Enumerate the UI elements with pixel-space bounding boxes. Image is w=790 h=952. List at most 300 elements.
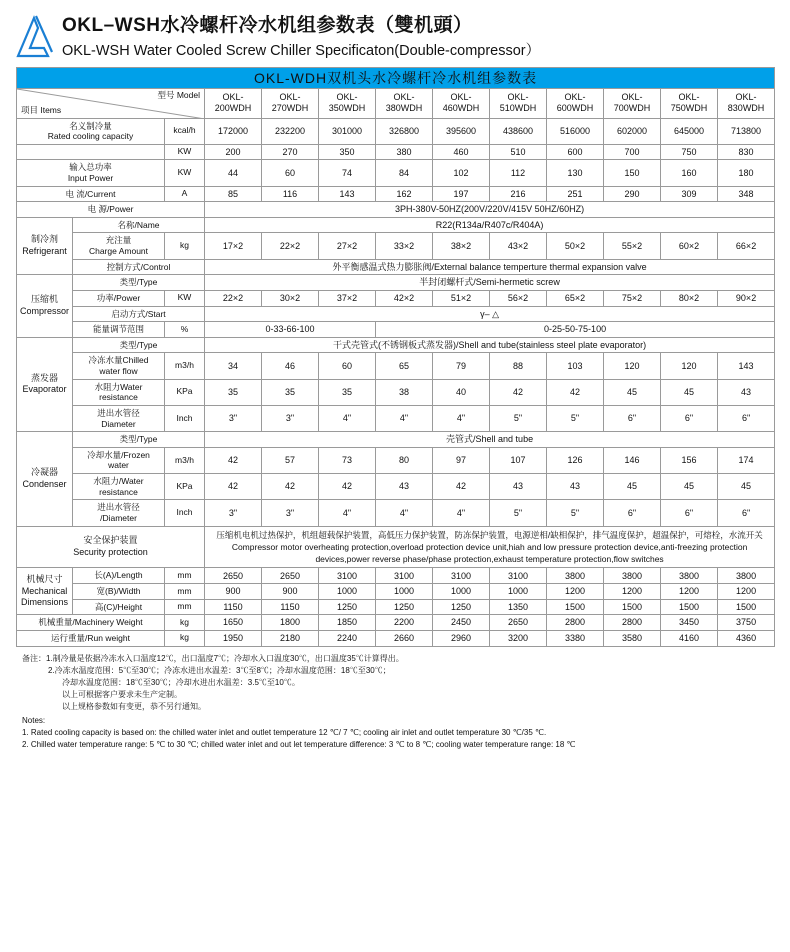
row-refrigerant-charge: [17, 233, 775, 259]
label-machinery-weight: 机械重量/Machinery Weight: [17, 615, 165, 631]
label-rated-capacity-en: Rated cooling capacity: [47, 131, 134, 142]
note-cn-4: 以上可根据客户要求未生产定制。: [62, 689, 182, 699]
row-refrigerant-name: [17, 217, 775, 233]
value-condenser-type: 壳管式/Shell and tube: [205, 432, 775, 448]
group-evaporator-en: Evaporator: [22, 384, 67, 395]
cell-charge-2: 27×2: [319, 233, 376, 259]
cell-comp-power-3: 42×2: [376, 290, 433, 306]
cell-evap-dia-7: 6": [604, 405, 661, 431]
value-refrigerant-control: 外平衡感温式热力膨胀阀/External balance temperture thermal expansion valve: [205, 259, 775, 275]
label-condenser-diameter-en: /Diameter: [100, 512, 137, 523]
cell-evap-flow-1: 46: [262, 353, 319, 379]
cell-cond-flow-3: 80: [376, 447, 433, 473]
cell-evap-flow-0: 34: [205, 353, 262, 379]
label-compressor-power: 功率/Power: [73, 290, 165, 306]
cell-dim-hgt-3: 1250: [376, 599, 433, 615]
label-dim-width: 宽(B)/Width: [73, 584, 165, 600]
label-rated-capacity: [17, 118, 165, 144]
cell-dim-hgt-4: 1250: [433, 599, 490, 615]
cell-input-power-5: 112: [490, 160, 547, 186]
row-condenser-diameter: [17, 500, 775, 526]
label-condenser-flow-en: water: [108, 460, 129, 471]
cell-dim-len-8: 3800: [661, 568, 718, 584]
row-dim-length: [17, 568, 775, 584]
cell-mweight-3: 2200: [376, 615, 433, 631]
cell-capacity-kw-1: 270: [262, 144, 319, 159]
cell-mweight-0: 1650: [205, 615, 262, 631]
group-dimensions: [17, 568, 73, 615]
cell-capacity-kcal-2: 301000: [319, 118, 376, 144]
group-condenser-cn: 冷凝器: [30, 467, 58, 478]
row-evaporator-type: [17, 337, 775, 353]
cell-evap-flow-6: 103: [547, 353, 604, 379]
row-security-protection: [17, 526, 775, 568]
cell-dim-wid-0: 900: [205, 584, 262, 600]
row-dim-width: [17, 584, 775, 600]
cell-input-power-6: 130: [547, 160, 604, 186]
cell-dim-wid-5: 1000: [490, 584, 547, 600]
cell-cond-res-7: 45: [604, 474, 661, 500]
cell-evap-dia-0: 3": [205, 405, 262, 431]
cell-evap-flow-5: 88: [490, 353, 547, 379]
cell-cond-res-6: 43: [547, 474, 604, 500]
cell-dim-len-0: 2650: [205, 568, 262, 584]
group-evaporator: [17, 337, 73, 431]
cell-evap-res-3: 38: [376, 379, 433, 405]
group-compressor-cn: 压缩机: [30, 294, 58, 305]
label-evaporator-diameter-en: Diameter: [101, 418, 136, 429]
unit-machinery-weight: kg: [165, 615, 205, 631]
note-cn-3: 冷却水温度范围：18℃至30℃；冷却水进出水温差：3.5℃至10℃。: [62, 677, 300, 687]
cell-current-4: 197: [433, 186, 490, 202]
group-refrigerant-cn: 制冷剂: [30, 234, 58, 245]
cell-charge-5: 43×2: [490, 233, 547, 259]
cell-evap-flow-2: 60: [319, 353, 376, 379]
cell-cond-res-1: 42: [262, 474, 319, 500]
unit-condenser-flow: m3/h: [165, 447, 205, 473]
cell-dim-hgt-7: 1500: [604, 599, 661, 615]
label-evaporator-flow-cn: 冷冻水量Chilled: [88, 355, 149, 366]
model-header-2: OKL-350WDH: [319, 88, 376, 118]
cell-evap-flow-8: 120: [661, 353, 718, 379]
table-banner-row: [17, 67, 775, 88]
cell-input-power-3: 84: [376, 160, 433, 186]
label-refrigerant-charge-cn: 充注量: [105, 235, 132, 246]
model-header-9: OKL-830WDH: [718, 88, 775, 118]
cell-evap-res-7: 45: [604, 379, 661, 405]
label-compressor-type: 类型/Type: [73, 275, 205, 291]
row-condenser-type: [17, 432, 775, 448]
label-condenser-resistance-cn: 水阻力/Water: [93, 476, 144, 487]
cell-capacity-kcal-7: 602000: [604, 118, 661, 144]
cell-comp-power-8: 80×2: [661, 290, 718, 306]
cell-capacity-kw-4: 460: [433, 144, 490, 159]
unit-evaporator-resistance: KPa: [165, 379, 205, 405]
cell-dim-wid-7: 1200: [604, 584, 661, 600]
label-input-power: [17, 160, 165, 186]
cell-current-9: 348: [718, 186, 775, 202]
cell-evap-flow-4: 79: [433, 353, 490, 379]
cell-dim-hgt-8: 1500: [661, 599, 718, 615]
label-rated-capacity-cn: 名义制冷量: [69, 120, 112, 131]
cell-input-power-7: 150: [604, 160, 661, 186]
cell-capacity-kw-8: 750: [661, 144, 718, 159]
cell-input-power-0: 44: [205, 160, 262, 186]
row-rated-capacity-kw: [17, 144, 775, 159]
row-compressor-type: [17, 275, 775, 291]
label-condenser-resistance: [73, 474, 165, 500]
cell-cond-res-9: 45: [718, 474, 775, 500]
unit-condenser-diameter: Inch: [165, 500, 205, 526]
row-refrigerant-control: [17, 259, 775, 275]
label-condenser-diameter: [73, 500, 165, 526]
page-title-en: OKL-WSH Water Cooled Screw Chiller Specificaton(Double-compressor）: [62, 42, 541, 59]
cell-capacity-kcal-3: 326800: [376, 118, 433, 144]
cell-comp-power-2: 37×2: [319, 290, 376, 306]
cell-cond-flow-5: 107: [490, 447, 547, 473]
cell-evap-res-5: 42: [490, 379, 547, 405]
cell-cond-dia-0: 3": [205, 500, 262, 526]
cell-charge-4: 38×2: [433, 233, 490, 259]
label-evaporator-resistance: [73, 379, 165, 405]
cell-evap-res-9: 43: [718, 379, 775, 405]
cell-dim-wid-8: 1200: [661, 584, 718, 600]
cell-mweight-9: 3750: [718, 615, 775, 631]
label-power-supply: 电 源/Power: [17, 202, 205, 218]
cell-dim-wid-6: 1200: [547, 584, 604, 600]
spec-table-wrapper: [0, 67, 790, 647]
unit-compressor-power: KW: [165, 290, 205, 306]
cell-capacity-kw-9: 830: [718, 144, 775, 159]
cell-cond-res-3: 43: [376, 474, 433, 500]
cell-comp-power-9: 90×2: [718, 290, 775, 306]
group-dimensions-cn: 机械尺寸: [26, 573, 63, 584]
label-security-protection-cn: 安全保护装置: [83, 535, 138, 546]
cell-evap-res-1: 35: [262, 379, 319, 405]
label-refrigerant-control: 控制方式/Control: [73, 259, 205, 275]
cell-rweight-1: 2180: [262, 630, 319, 646]
security-text-en: Compressor motor overheating protection,overload protection device unit,hiah and low pressure protection device,anti-freezing protection devices,power reverse phase/phase protection,exhaust temperature protection,flow switches: [231, 541, 748, 565]
row-condenser-flow: [17, 447, 775, 473]
cell-dim-wid-1: 900: [262, 584, 319, 600]
cell-evap-dia-3: 4": [376, 405, 433, 431]
cell-evap-dia-1: 3": [262, 405, 319, 431]
cell-dim-hgt-9: 1500: [718, 599, 775, 615]
cell-evap-dia-5: 5": [490, 405, 547, 431]
cell-evap-dia-8: 6": [661, 405, 718, 431]
row-compressor-power: [17, 290, 775, 306]
cell-dim-len-5: 3100: [490, 568, 547, 584]
cell-evap-dia-2: 4": [319, 405, 376, 431]
cell-cond-res-2: 42: [319, 474, 376, 500]
cell-cond-res-4: 42: [433, 474, 490, 500]
cell-input-power-9: 180: [718, 160, 775, 186]
cell-current-3: 162: [376, 186, 433, 202]
label-evaporator-resistance-cn: 水阻力Water: [94, 381, 143, 392]
unit-dim-height: mm: [165, 599, 205, 615]
row-power-supply: [17, 202, 775, 218]
group-compressor: [17, 275, 73, 338]
label-dim-length: 长(A)/Length: [73, 568, 165, 584]
cell-dim-hgt-2: 1250: [319, 599, 376, 615]
cell-cond-res-5: 43: [490, 474, 547, 500]
value-compressor-type: 半封闭螺杆式/Semi-hermetic screw: [205, 275, 775, 291]
cell-cond-dia-7: 6": [604, 500, 661, 526]
cell-current-2: 143: [319, 186, 376, 202]
cell-dim-wid-9: 1200: [718, 584, 775, 600]
cell-dim-len-2: 3100: [319, 568, 376, 584]
group-refrigerant-en: Refrigerant: [22, 246, 67, 257]
row-condenser-resistance: [17, 474, 775, 500]
cell-dim-hgt-0: 1150: [205, 599, 262, 615]
group-condenser: [17, 432, 73, 526]
label-input-power-en: Input Power: [67, 172, 114, 183]
cell-cond-dia-5: 5": [490, 500, 547, 526]
cell-rweight-0: 1950: [205, 630, 262, 646]
cell-cond-dia-3: 4": [376, 500, 433, 526]
cell-cond-dia-6: 5": [547, 500, 604, 526]
cell-capacity-kw-3: 380: [376, 144, 433, 159]
cell-input-power-4: 102: [433, 160, 490, 186]
cell-evap-flow-7: 120: [604, 353, 661, 379]
items-model-corner-cell: [17, 88, 205, 118]
label-dim-height: 高(C)/Height: [73, 599, 165, 615]
cell-capacity-kcal-8: 645000: [661, 118, 718, 144]
row-rated-capacity-kcal: [17, 118, 775, 144]
unit-run-weight: kg: [165, 630, 205, 646]
unit-evaporator-flow: m3/h: [165, 353, 205, 379]
label-compressor-start: 启动方式/Start: [73, 306, 205, 322]
cell-charge-1: 22×2: [262, 233, 319, 259]
label-condenser-flow: [73, 447, 165, 473]
cell-cond-flow-0: 42: [205, 447, 262, 473]
value-security-protection: [205, 526, 775, 568]
model-header-5: OKL-510WDH: [490, 88, 547, 118]
cell-charge-9: 66×2: [718, 233, 775, 259]
row-dim-height: [17, 599, 775, 615]
cell-capacity-kcal-5: 438600: [490, 118, 547, 144]
cell-cond-flow-7: 146: [604, 447, 661, 473]
cell-cond-dia-9: 6": [718, 500, 775, 526]
label-evaporator-diameter-cn: 进出水管径: [97, 407, 140, 418]
model-header-8: OKL-750WDH: [661, 88, 718, 118]
note-cn-5: 以上规格参数如有变更，恭不另行通知。: [62, 701, 206, 711]
note-cn-1: 备注：1.制冷量是依据冷冻水入口温度12℃，出口温度7℃；冷却水入口温度30℃，出口温度35℃计算得出。: [22, 653, 404, 663]
cell-input-power-1: 60: [262, 160, 319, 186]
cell-cond-res-8: 45: [661, 474, 718, 500]
unit-dim-length: mm: [165, 568, 205, 584]
cell-dim-len-7: 3800: [604, 568, 661, 584]
value-evaporator-type: 干式壳管式(不锈钢板式蒸发器)/Shell and tube(stainless steel plate evaporator): [205, 337, 775, 353]
row-run-weight: [17, 630, 775, 646]
brand-logo-icon: [14, 12, 56, 58]
cell-cond-flow-6: 126: [547, 447, 604, 473]
value-refrigerant-name: R22(R134a/R407c/R404A): [205, 217, 775, 233]
cell-rweight-3: 2660: [376, 630, 433, 646]
unit-current: A: [165, 186, 205, 202]
cell-dim-wid-3: 1000: [376, 584, 433, 600]
cell-evap-res-2: 35: [319, 379, 376, 405]
cell-charge-3: 33×2: [376, 233, 433, 259]
value-compressor-start: γ– △: [205, 306, 775, 322]
cell-capacity-kw-0: 200: [205, 144, 262, 159]
cell-capacity-kcal-9: 713800: [718, 118, 775, 144]
security-text-cn: 压缩机电机过热保护，机组超载保护装置，高低压力保护装置，防冻保护装置，电源逆相/缺相保护，排气温度保护，超温保护，可熔栓，水流开关: [216, 529, 763, 540]
cell-capacity-kcal-4: 395600: [433, 118, 490, 144]
cell-comp-power-4: 51×2: [433, 290, 490, 306]
page-header: [0, 0, 790, 67]
group-condenser-en: Condenser: [22, 478, 67, 489]
label-condenser-flow-cn: 冷却水量/Frozen: [87, 449, 150, 460]
page-title-cn: OKL–WSH水冷螺杆冷水机组参数表（雙机頭）: [62, 15, 473, 36]
cell-charge-7: 55×2: [604, 233, 661, 259]
cell-mweight-1: 1800: [262, 615, 319, 631]
group-dimensions-en1: Mechanical: [21, 585, 68, 596]
note-en-1: 1. Rated cooling capacity is based on: the chilled water inlet and outlet temperature 12 ℃/ 7 ℃; cooling air inlet and outlet temperature 30 ℃/35 ℃.: [22, 727, 547, 737]
label-evaporator-flow-en: water flow: [99, 366, 138, 377]
cell-dim-hgt-6: 1500: [547, 599, 604, 615]
notes-block: [0, 647, 790, 751]
cell-rweight-5: 3200: [490, 630, 547, 646]
group-evaporator-cn: 蒸发器: [30, 372, 58, 383]
cell-evap-flow-3: 65: [376, 353, 433, 379]
cell-mweight-7: 2800: [604, 615, 661, 631]
row-input-power: [17, 160, 775, 186]
cell-cond-dia-8: 6": [661, 500, 718, 526]
cell-rweight-8: 4160: [661, 630, 718, 646]
unit-compressor-energy: %: [165, 322, 205, 338]
cell-comp-power-6: 65×2: [547, 290, 604, 306]
value-power-supply: 3PH-380V-50HZ(200V/220V/415V 50HZ/60HZ): [205, 202, 775, 218]
model-header-1: OKL-270WDH: [262, 88, 319, 118]
label-condenser-type: 类型/Type: [73, 432, 205, 448]
cell-dim-len-3: 3100: [376, 568, 433, 584]
cell-capacity-kw-6: 600: [547, 144, 604, 159]
cell-mweight-8: 3450: [661, 615, 718, 631]
unit-rated-capacity-kcal: kcal/h: [165, 118, 205, 144]
cell-evap-dia-6: 5": [547, 405, 604, 431]
cell-evap-res-4: 40: [433, 379, 490, 405]
cell-cond-flow-8: 156: [661, 447, 718, 473]
model-header-row: [17, 88, 775, 118]
label-input-power-cn: 输入总功率: [69, 162, 112, 173]
cell-evap-flow-9: 143: [718, 353, 775, 379]
model-header-6: OKL-600WDH: [547, 88, 604, 118]
label-evaporator-resistance-en: resistance: [99, 392, 138, 403]
cell-dim-hgt-1: 1150: [262, 599, 319, 615]
cell-cond-flow-1: 57: [262, 447, 319, 473]
cell-dim-len-1: 2650: [262, 568, 319, 584]
cell-cond-dia-4: 4": [433, 500, 490, 526]
note-en-2: 2. Chilled water temperature range: 5 ℃ to 30 ℃; chilled water inlet and out let temperature difference: 3 ℃ to 8 ℃; cooling water temperature range: 18 ℃: [22, 739, 576, 749]
spec-table: [16, 67, 775, 647]
label-compressor-energy: 能量调节范围: [73, 322, 165, 338]
unit-refrigerant-charge: kg: [165, 233, 205, 259]
label-condenser-diameter-cn: 进出水管径: [97, 502, 140, 513]
cell-capacity-kw-7: 700: [604, 144, 661, 159]
cell-current-5: 216: [490, 186, 547, 202]
label-rated-capacity-kw: [17, 144, 165, 159]
cell-dim-wid-4: 1000: [433, 584, 490, 600]
unit-rated-capacity-kw: KW: [165, 144, 205, 159]
cell-current-1: 116: [262, 186, 319, 202]
cell-comp-power-1: 30×2: [262, 290, 319, 306]
cell-cond-dia-2: 4": [319, 500, 376, 526]
unit-condenser-resistance: KPa: [165, 474, 205, 500]
row-evaporator-resistance: [17, 379, 775, 405]
cell-rweight-4: 2960: [433, 630, 490, 646]
cell-dim-hgt-5: 1350: [490, 599, 547, 615]
cell-comp-power-5: 56×2: [490, 290, 547, 306]
notes-en-title: Notes:: [22, 715, 46, 725]
label-refrigerant-charge-en: Charge Amount: [88, 246, 149, 257]
cell-mweight-5: 2650: [490, 615, 547, 631]
cell-comp-power-0: 22×2: [205, 290, 262, 306]
label-refrigerant-charge: [73, 233, 165, 259]
cell-input-power-2: 74: [319, 160, 376, 186]
model-header-7: OKL-700WDH: [604, 88, 661, 118]
cell-dim-wid-2: 1000: [319, 584, 376, 600]
cell-cond-flow-4: 97: [433, 447, 490, 473]
group-refrigerant: [17, 217, 73, 275]
row-evaporator-diameter: [17, 405, 775, 431]
table-banner: OKL-WDH双机头水冷螺杆冷水机组参数表: [17, 67, 775, 88]
cell-capacity-kcal-0: 172000: [205, 118, 262, 144]
cell-capacity-kw-5: 510: [490, 144, 547, 159]
cell-rweight-7: 3580: [604, 630, 661, 646]
unit-dim-width: mm: [165, 584, 205, 600]
cell-charge-0: 17×2: [205, 233, 262, 259]
row-machinery-weight: [17, 615, 775, 631]
title-block: [62, 12, 540, 61]
cell-capacity-kcal-1: 232200: [262, 118, 319, 144]
model-header-3: OKL-380WDH: [376, 88, 433, 118]
value-compressor-energy-left: 0-33-66-100: [205, 322, 376, 338]
cell-mweight-4: 2450: [433, 615, 490, 631]
cell-current-0: 85: [205, 186, 262, 202]
unit-evaporator-diameter: Inch: [165, 405, 205, 431]
cell-cond-dia-1: 3": [262, 500, 319, 526]
cell-charge-6: 50×2: [547, 233, 604, 259]
cell-rweight-2: 2240: [319, 630, 376, 646]
cell-rweight-6: 3380: [547, 630, 604, 646]
cell-dim-len-9: 3800: [718, 568, 775, 584]
model-header-4: OKL-460WDH: [433, 88, 490, 118]
cell-input-power-8: 160: [661, 160, 718, 186]
cell-cond-flow-2: 73: [319, 447, 376, 473]
value-compressor-energy-right: 0-25-50-75-100: [376, 322, 775, 338]
cell-dim-len-4: 3100: [433, 568, 490, 584]
label-run-weight: 运行重量/Run weight: [17, 630, 165, 646]
cell-current-8: 309: [661, 186, 718, 202]
cell-current-6: 251: [547, 186, 604, 202]
cell-mweight-6: 2800: [547, 615, 604, 631]
cell-rweight-9: 4360: [718, 630, 775, 646]
cell-cond-flow-9: 174: [718, 447, 775, 473]
cell-charge-8: 60×2: [661, 233, 718, 259]
cell-cond-res-0: 42: [205, 474, 262, 500]
label-condenser-resistance-en: resistance: [99, 486, 138, 497]
label-evaporator-type: 类型/Type: [73, 337, 205, 353]
row-current: [17, 186, 775, 202]
label-security-protection: [17, 526, 205, 568]
note-cn-2: 2.冷冻水温度范围：5℃至30℃；冷冻水进出水温差：3℃至8℃；冷却水温度范围：18℃至30℃；: [48, 665, 391, 675]
cell-evap-res-6: 42: [547, 379, 604, 405]
row-evaporator-flow: [17, 353, 775, 379]
cell-mweight-2: 1850: [319, 615, 376, 631]
label-evaporator-diameter: [73, 405, 165, 431]
cell-capacity-kw-2: 350: [319, 144, 376, 159]
